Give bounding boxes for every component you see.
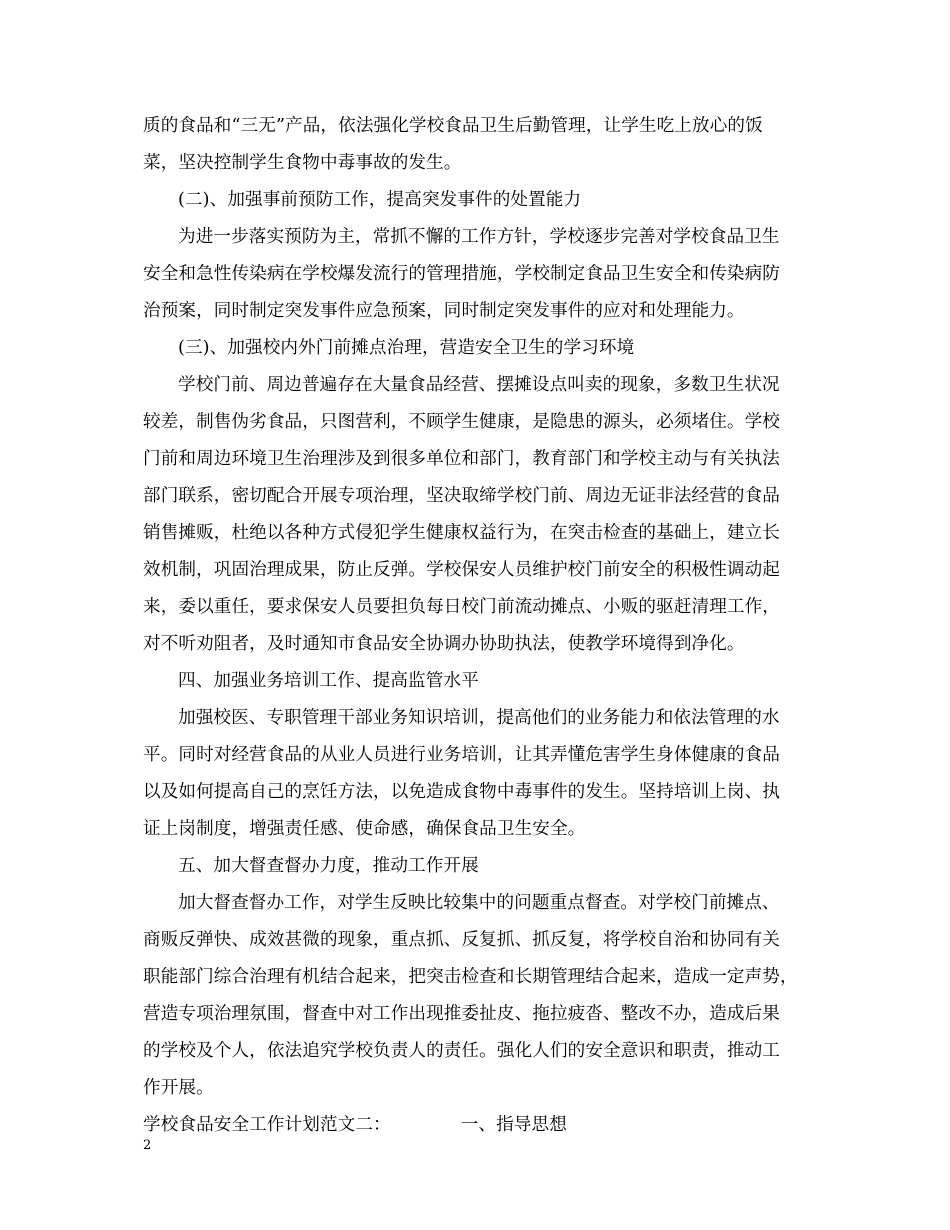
section-heading: 五、加大督查督办力度，推动工作开展 — [178, 856, 479, 876]
paragraph-line: 为进一步落实预防为主，常抓不懈的工作方针，学校逐步完善对学校食品卫生 — [178, 227, 780, 247]
plan-title-line — [143, 1113, 567, 1137]
plan-title: 学校食品安全工作计划范文二： — [143, 1115, 391, 1135]
paragraph-line: 门前和周边环境卫生治理涉及到很多单位和部门，教育部门和学校主动与有关执法 — [143, 449, 780, 469]
paragraph-line: 作开展。 — [143, 1078, 214, 1098]
paragraph-line: 证上岗制度，增强责任感、使命感，确保食品卫生安全。 — [143, 819, 586, 839]
paragraph-line: 菜，坚决控制学生食物中毒事故的发生。 — [143, 153, 462, 173]
paragraph-line: 的学校及个人，依法追究学校负责人的责任。强化人们的安全意识和职责，推动工 — [143, 1041, 780, 1061]
section-heading: (二)、加强事前预防工作，提高突发事件的处置能力 — [178, 190, 582, 210]
paragraph-line: 学校门前、周边普遍存在大量食品经营、摆摊设点叫卖的现象，多数卫生状况 — [178, 375, 780, 395]
paragraph-line: 销售摊贩，杜绝以各种方式侵犯学生健康权益行为，在突击检查的基础上，建立长 — [143, 523, 780, 543]
paragraph-line: 治预案，同时制定突发事件应急预案，同时制定突发事件的应对和处理能力。 — [143, 301, 745, 321]
paragraph-line: 营造专项治理氛围，督查中对工作出现推委扯皮、拖拉疲沓、整改不办，造成后果 — [143, 1004, 780, 1024]
paragraph-line: 部门联系，密切配合开展专项治理，坚决取缔学校门前、周边无证非法经营的食品 — [143, 486, 780, 506]
paragraph-line: 安全和急性传染病在学校爆发流行的管理措施，学校制定食品卫生安全和传染病防 — [143, 264, 780, 284]
paragraph-line: 平。同时对经营食品的从业人员进行业务培训，让其弄懂危害学生身体健康的食品 — [143, 745, 780, 765]
paragraph-line: 较差，制售伪劣食品，只图营利，不顾学生健康，是隐患的源头，必须堵住。学校 — [143, 412, 780, 432]
section-heading: (三)、加强校内外门前摊点治理，营造安全卫生的学习环境 — [178, 338, 635, 358]
paragraph-line: 职能部门综合治理有机结合起来，把突击检查和长期管理结合起来，造成一定声势， — [143, 967, 798, 987]
paragraph-line: 效机制，巩固治理成果，防止反弹。学校保安人员维护校门前安全的积极性调动起 — [143, 560, 780, 580]
paragraph-line: 质的食品和“三无”产品，依法强化学校食品卫生后勤管理，让学生吃上放心的饭 — [143, 116, 763, 136]
paragraph-line: 商贩反弹快、成效甚微的现象，重点抓、反复抓、抓反复，将学校自治和协同有关 — [143, 930, 780, 950]
guiding-ideology-heading: 一、指导思想 — [460, 1115, 567, 1135]
page-number: 2 — [143, 1138, 152, 1153]
section-heading: 四、加强业务培训工作、提高监管水平 — [178, 671, 479, 691]
paragraph-line: 来，委以重任，要求保安人员要担负每日校门前流动摊点、小贩的驱赶清理工作， — [143, 597, 780, 617]
paragraph-line: 加强校医、专职管理干部业务知识培训，提高他们的业务能力和依法管理的水 — [178, 708, 780, 728]
paragraph-line: 加大督查督办工作，对学生反映比较集中的问题重点督查。对学校门前摊点、 — [178, 893, 780, 913]
paragraph-line: 对不听劝阻者，及时通知市食品安全协调办协助执法，使教学环境得到净化。 — [143, 634, 745, 654]
paragraph-line: 以及如何提高自己的烹饪方法，以免造成食物中毒事件的发生。坚持培训上岗、执 — [143, 782, 780, 802]
